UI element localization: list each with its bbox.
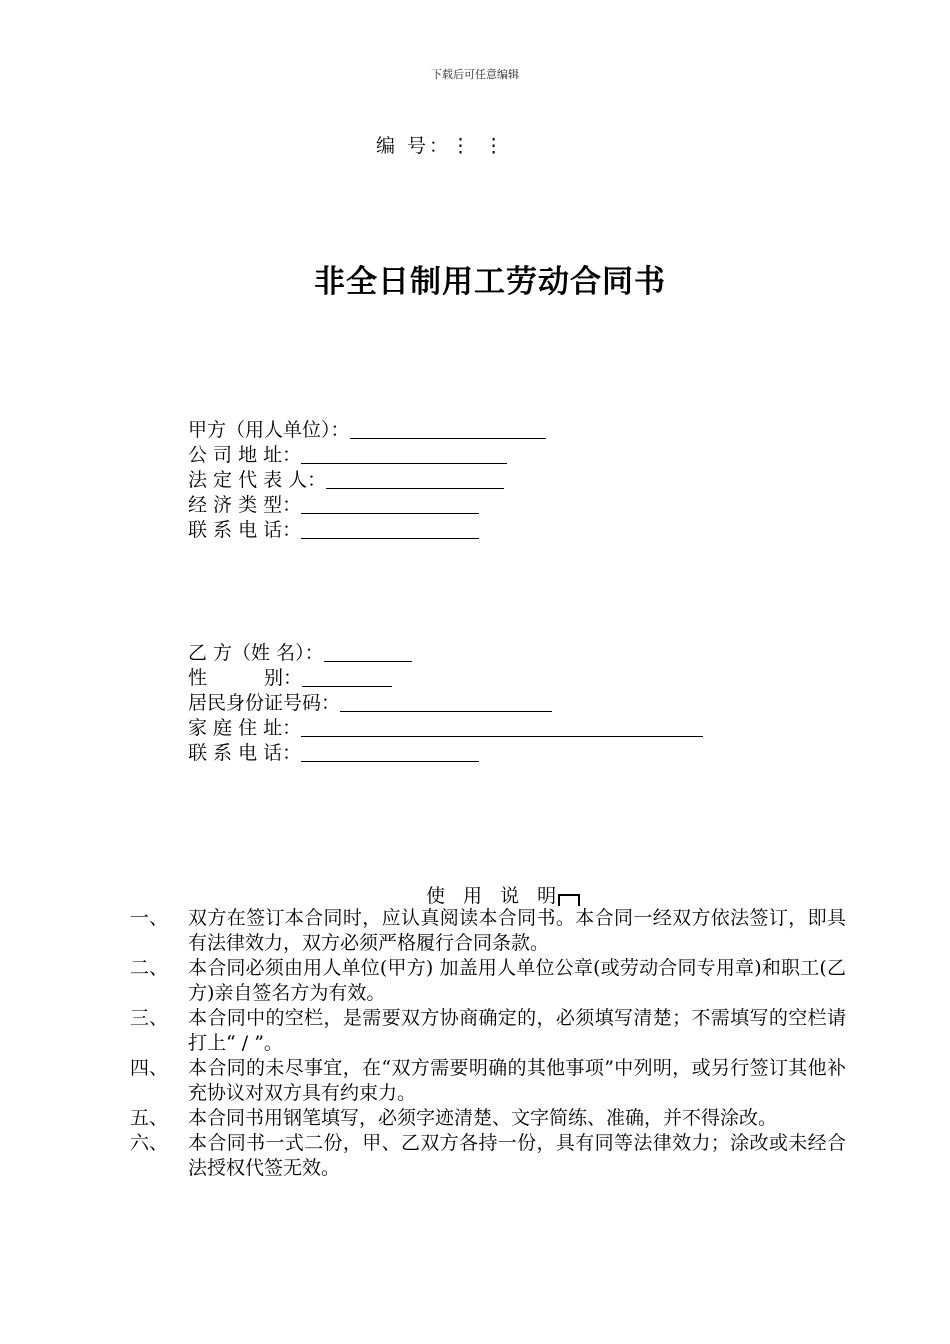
party-b-gender-blank[interactable] xyxy=(302,667,392,687)
list-item-number: 五、 xyxy=(130,1107,169,1129)
party-b-id-number-row xyxy=(188,691,703,716)
list-item-number: 四、 xyxy=(130,1057,169,1079)
party-a-phone-blank[interactable] xyxy=(301,519,479,539)
party-b-gender-row xyxy=(188,666,703,691)
list-item xyxy=(130,1131,846,1181)
party-b-id-number-blank[interactable] xyxy=(340,692,552,712)
party-a-address-row xyxy=(188,443,546,468)
party-b-phone-label: 联 系 电 话： xyxy=(188,742,302,764)
party-b-name-label: 乙 方（姓 名）： xyxy=(188,642,324,664)
list-item-text: 双方在签订本合同时，应认真阅读本合同书。本合同一经双方依法签订，即具有法律效力，双方必须严格履行合同条款。 xyxy=(188,907,846,954)
party-b-phone-blank[interactable] xyxy=(301,742,479,762)
usage-instructions-list xyxy=(130,906,846,1181)
list-item-text: 本合同书用钢笔填写，必须字迹清楚、文字简练、准确，并不得涂改。 xyxy=(188,1107,778,1129)
party-a-economic-type-row xyxy=(188,493,546,518)
party-a-name-blank[interactable] xyxy=(350,419,546,439)
party-b-section xyxy=(188,641,703,766)
list-item-text: 本合同书一式二份，甲、乙双方各持一份，具有同等法律效力；涂改或未经合法授权代签无效。 xyxy=(188,1132,846,1179)
party-b-address-label: 家 庭 住 址： xyxy=(188,717,302,739)
party-a-economic-type-blank[interactable] xyxy=(301,494,479,514)
party-a-phone-label: 联 系 电 话： xyxy=(188,519,302,541)
contract-title: 非全日制用工劳动合同书 xyxy=(314,264,666,300)
document-number-value: ⋮ ⋮ xyxy=(451,135,508,157)
party-b-phone-row xyxy=(188,741,703,766)
party-a-economic-type-label: 经 济 类 型： xyxy=(188,494,302,516)
list-item-text: 本合同必须由用人单位(甲方) 加盖用人单位公章(或劳动合同专用章)和职工(乙方)亲自签名方为有效。 xyxy=(188,957,846,1004)
party-a-phone-row xyxy=(188,518,546,543)
party-b-name-blank[interactable] xyxy=(324,642,412,662)
usage-title-text: 使 用 说 明 xyxy=(426,885,563,907)
list-item-number: 三、 xyxy=(130,1007,169,1029)
party-b-id-number-label: 居民身份证号码： xyxy=(188,692,341,714)
list-item-number: 一、 xyxy=(130,907,169,929)
party-b-address-blank[interactable] xyxy=(301,717,703,737)
list-item xyxy=(130,1106,846,1131)
party-b-gender-label: 性 别： xyxy=(188,667,303,689)
party-a-representative-blank[interactable] xyxy=(326,469,504,489)
party-a-name-row xyxy=(188,418,546,443)
list-item xyxy=(130,1056,846,1106)
list-item-number: 二、 xyxy=(130,957,169,979)
list-item xyxy=(130,956,846,1006)
bracket-mark-icon xyxy=(558,894,580,906)
list-item xyxy=(130,906,846,956)
list-item-number: 六、 xyxy=(130,1132,169,1154)
usage-instructions-title xyxy=(426,881,580,908)
party-a-representative-row xyxy=(188,468,546,493)
party-b-name-row xyxy=(188,641,703,666)
list-item-text: 本合同的未尽事宜，在“双方需要明确的其他事项”中列明，或另行签订其他补充协议对双方具有约束力。 xyxy=(188,1057,846,1104)
document-number xyxy=(376,131,507,158)
list-item xyxy=(130,1006,846,1056)
party-a-address-label: 公 司 地 址： xyxy=(188,444,302,466)
party-a-section xyxy=(188,418,546,543)
party-a-representative-label: 法 定 代 表 人： xyxy=(188,469,327,491)
party-a-address-blank[interactable] xyxy=(301,444,507,464)
document-number-label: 编 号： xyxy=(376,135,452,157)
party-b-address-row xyxy=(188,716,703,741)
list-item-text: 本合同中的空栏，是需要双方协商确定的，必须填写清楚；不需填写的空栏请打上“ / ”。 xyxy=(188,1007,846,1054)
party-a-name-label: 甲方（用人单位）： xyxy=(188,419,350,441)
header-note: 下载后可任意编辑 xyxy=(431,68,519,81)
